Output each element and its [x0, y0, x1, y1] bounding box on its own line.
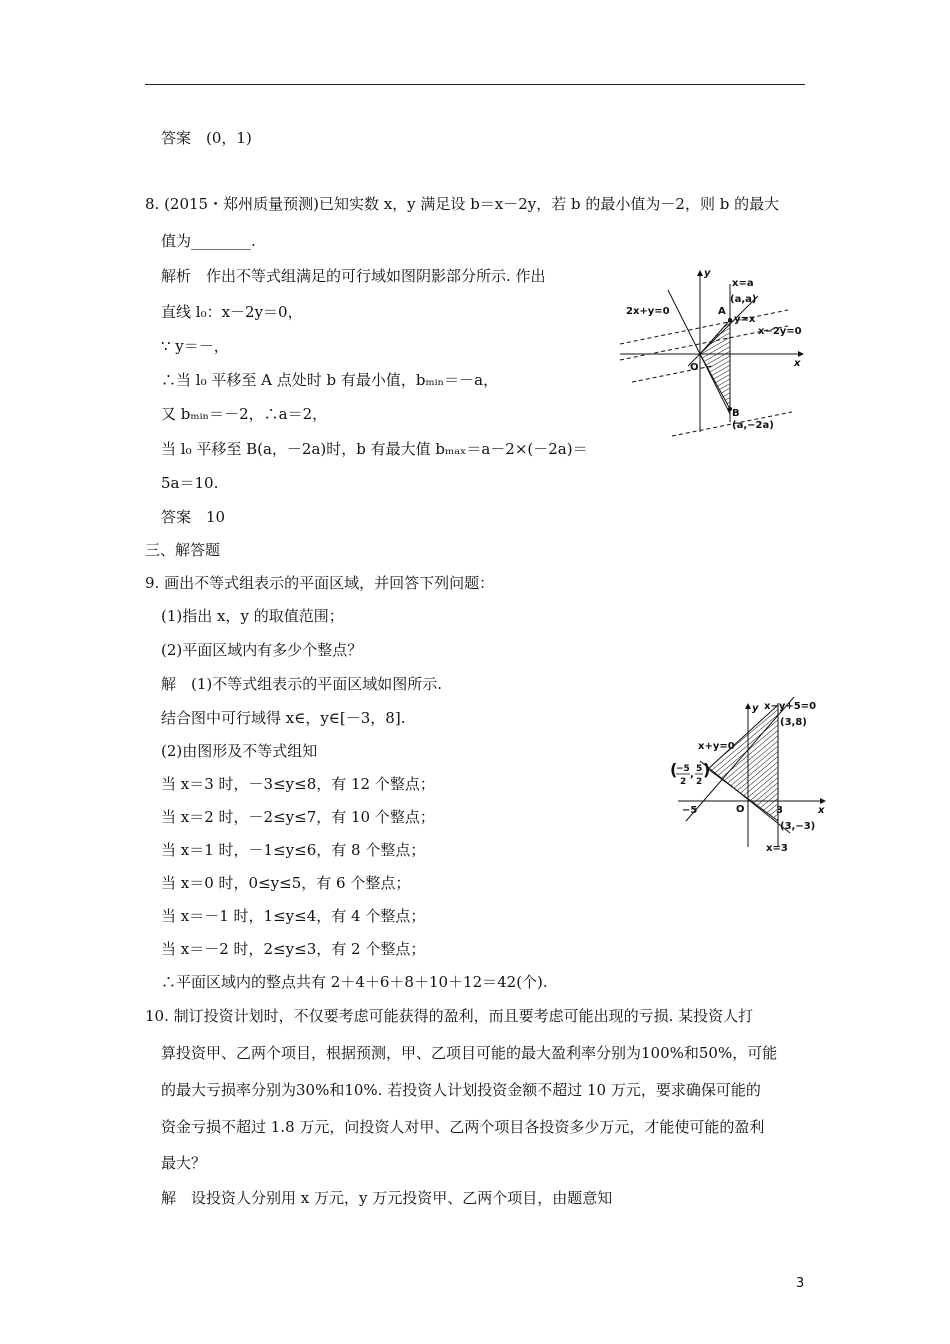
analysis-8-line-7: 5a＝10. [161, 474, 219, 492]
problem-10-line-3: 的最大亏损率分别为30%和10%. 若投资人计划投资金额不超过 10 万元，要求确保可能的 [161, 1081, 761, 1099]
answer-7: 答案 (0，1) [161, 129, 252, 147]
solution-9-line-10: ∴平面区域内的整点共有 2＋4＋6＋8＋10＋12＝42(个). [161, 973, 548, 991]
label-y: y [704, 268, 711, 279]
label-x-eq-a: x=a [732, 278, 754, 289]
label-x-plus-y: x+y=0 [698, 741, 735, 752]
label-3: 3 [776, 805, 783, 816]
point-a [728, 318, 732, 322]
label-x-eq-3: x=3 [766, 843, 788, 854]
y-axis-arrow-icon [745, 703, 751, 709]
page-number: 3 [796, 1276, 805, 1291]
label-frac-2-denominator: 2 [696, 777, 703, 787]
label-x: x [794, 358, 801, 369]
analysis-8-line-2: 直线 l₀：x－2y＝0， [161, 303, 303, 321]
problem-10-line-1: 10. 制订投资计划时，不仅要考虑可能获得的盈利，而且要考虑可能出现的亏损. 某投资人打 [145, 1007, 754, 1025]
label-x: x [818, 805, 825, 816]
solution-9-line-6: 当 x＝1 时，－1≤y≤6，有 8 个整点； [161, 841, 426, 859]
label-frac-2-numerator: 5 [696, 764, 703, 774]
label-y-eq-x: y=x [734, 314, 756, 325]
solution-10-line-1: 解 设投资人分别用 x 万元，y 万元投资甲、乙两个项目，由题意知 [161, 1189, 613, 1207]
label-3-8: (3,8) [780, 717, 807, 728]
problem-9-line-1: 9. 画出不等式组表示的平面区域，并回答下列问题： [145, 574, 495, 592]
label-origin: O [736, 804, 745, 815]
section-heading: 三、解答题 [145, 541, 221, 559]
x-axis-arrow-icon [820, 798, 826, 804]
analysis-8-line-1: 解析 作出不等式组满足的可行域如图阴影部分所示. 作出 [161, 267, 546, 285]
feasible-region-figure-1 [612, 262, 812, 442]
label-a-minus-2a: (a,−2a) [732, 420, 774, 431]
label-frac-1-numerator: −5 [676, 764, 690, 774]
solution-9-line-2: 结合图中可行域得 x∈，y∈[－3，8]. [161, 709, 406, 727]
solution-9-line-4: 当 x＝3 时，－3≤y≤8，有 12 个整点； [161, 775, 435, 793]
shaded-region [700, 320, 730, 409]
solution-9-line-3: (2)由图形及不等式组知 [161, 742, 318, 760]
label-frac-1-denominator: 2 [680, 777, 687, 787]
analysis-8-line-5: 又 bₘᵢₙ＝－2，∴a＝2， [161, 405, 328, 423]
problem-9-part-2: (2)平面区域内有多少个整点？ [161, 641, 363, 659]
svg-text:): ) [703, 760, 711, 779]
header-rule [145, 84, 805, 85]
svg-text:,: , [690, 769, 694, 780]
label-3-minus-3: (3,−3) [780, 821, 816, 832]
solution-9-line-7: 当 x＝0 时，0≤y≤5，有 6 个整点； [161, 874, 411, 892]
solution-9-line-5: 当 x＝2 时，－2≤y≤7，有 10 个整点； [161, 808, 435, 826]
analysis-8-line-4: ∴当 l₀ 平移至 A 点处时 b 有最小值，bₘᵢₙ＝－a， [161, 371, 499, 389]
label-origin: O [690, 362, 699, 373]
solution-9-line-8: 当 x＝－1 时，1≤y≤4，有 4 个整点； [161, 907, 426, 925]
solution-9-line-9: 当 x＝－2 时，2≤y≤3，有 2 个整点； [161, 940, 426, 958]
analysis-8-line-3: ∵ y＝－， [161, 337, 229, 355]
label-a-a: (a,a) [730, 294, 757, 305]
problem-8-line-1: 8. (2015・郑州质量预测)已知实数 x，y 满足设 b＝x－2y，若 b 的最小值为－2，则 b 的最大 [145, 195, 780, 213]
analysis-8-line-6: 当 l₀ 平移至 B(a，－2a)时，b 有最大值 bₘₐₓ＝a－2×(－2a)＝ [161, 440, 588, 458]
problem-10-line-4: 资金亏损不超过 1.8 万元，问投资人对甲、乙两个项目各投资多少万元，才能使可能的盈利 [161, 1118, 765, 1136]
problem-8-line-2: 值为________. [161, 232, 256, 250]
label-y: y [752, 703, 759, 714]
problem-10-line-5: 最大？ [161, 1154, 207, 1172]
label-x-minus-y-plus-5: x−y+5=0 [764, 701, 817, 712]
x-axis-arrow-icon [798, 351, 804, 357]
answer-8: 答案 10 [161, 508, 226, 526]
label-point-minus-5-2-5-2 [670, 760, 710, 787]
label-2x-plus-y: 2x+y=0 [626, 306, 670, 317]
label-minus-5: −5 [682, 805, 698, 816]
label-point-b: B [732, 408, 740, 419]
feasible-region-figure-2 [668, 697, 834, 855]
problem-10-line-2: 算投资甲、乙两个项目，根据预测，甲、乙项目可能的最大盈利率分别为100%和50%，可能 [161, 1044, 778, 1062]
svg-text:(: ( [670, 760, 678, 779]
solution-9-line-1: 解 (1)不等式组表示的平面区域如图所示. [161, 675, 443, 693]
y-axis-arrow-icon [697, 270, 703, 276]
problem-9-part-1: (1)指出 x，y 的取值范围； [161, 607, 344, 625]
label-point-a: A [718, 306, 726, 317]
label-x-2y: x−2y=0 [758, 326, 802, 337]
